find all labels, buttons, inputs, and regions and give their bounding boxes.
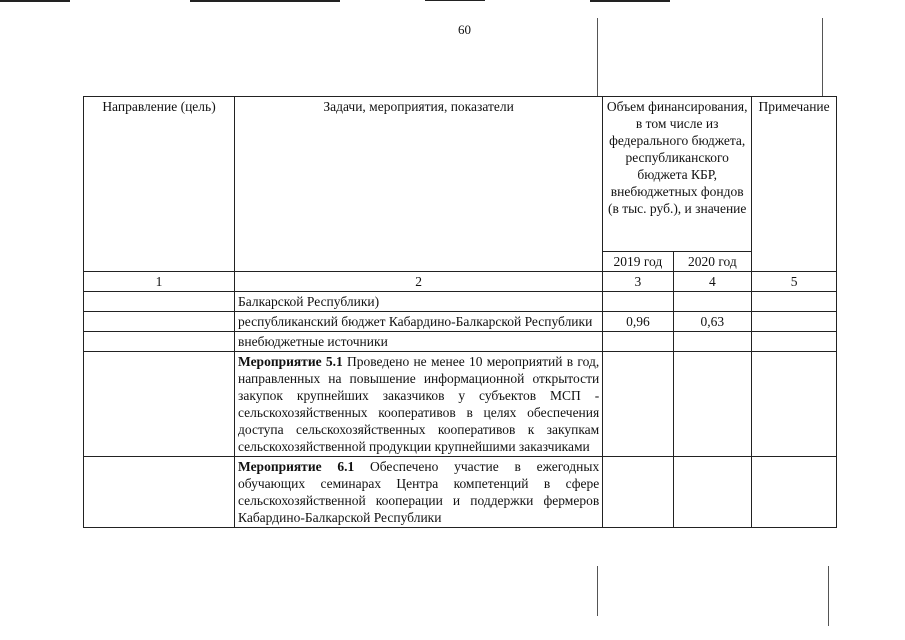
- task-cell: внебюджетные источники: [235, 332, 603, 352]
- table-row: [84, 457, 837, 528]
- value-2020-cell: [673, 457, 752, 528]
- column-number: 1: [84, 272, 235, 292]
- header-direction: Направление (цель): [84, 97, 235, 272]
- column-number: 3: [603, 272, 673, 292]
- task-cell: республиканский бюджет Кабардино-Балкарской Республики: [235, 312, 603, 332]
- task-cell: Балкарской Республики): [235, 292, 603, 312]
- value-2019-cell: 0,96: [603, 312, 673, 332]
- scan-line: [822, 18, 823, 96]
- value-2019-cell: [603, 292, 673, 312]
- scan-line: [597, 566, 598, 616]
- value-2020-cell: [673, 292, 752, 312]
- table-row: [84, 332, 837, 352]
- activity-text: Проведено не менее 10 мероприятий в год, направленных на повышение информационной открытости закупок крупнейших заказчиков у субъектов МСП - сельскохозяйственных кооперативов в целях обеспечения доступа сельскохозяйственных кооперативов к закупкам сельскохозяйственной продукции крупнейшими заказчиками: [238, 354, 600, 454]
- notes-cell: [752, 292, 837, 312]
- scan-line: [597, 18, 598, 96]
- value-2019-cell: [603, 332, 673, 352]
- column-number-row: [84, 272, 837, 292]
- activity-label: Мероприятие 6.1: [238, 459, 355, 474]
- direction-cell: [84, 332, 235, 352]
- activity-label: Мероприятие 5.1: [238, 354, 343, 369]
- page-number: 60: [458, 22, 471, 37]
- table-row: [84, 312, 837, 332]
- scan-artifact: [425, 0, 485, 1]
- table-header-row: [84, 97, 837, 252]
- header-funding: Объем финансирования, в том числе из федерального бюджета, республиканского бюджета КБР, внебюджетных фондов (в тыс. руб.), и значение: [603, 97, 752, 252]
- scan-artifact: [0, 0, 70, 2]
- table-row: [84, 352, 837, 457]
- table-row: [84, 292, 837, 312]
- direction-cell: [84, 457, 235, 528]
- value-2019-cell: [603, 352, 673, 457]
- direction-cell: [84, 292, 235, 312]
- notes-cell: [752, 332, 837, 352]
- value-2020-cell: 0,63: [673, 312, 752, 332]
- direction-cell: [84, 352, 235, 457]
- value-2020-cell: [673, 332, 752, 352]
- notes-cell: [752, 457, 837, 528]
- activity-text: Обеспечено участие в ежегодных обучающих семинарах Центра компетенций в сфере сельскохозяйственной кооперации и поддержки фермеров Кабардино-Балкарской Республики: [238, 459, 600, 525]
- scan-artifact: [590, 0, 670, 2]
- header-year-2020: 2020 год: [673, 252, 752, 272]
- notes-cell: [752, 312, 837, 332]
- scan-artifact: [190, 0, 340, 2]
- funding-table: [83, 96, 837, 528]
- task-cell: [235, 457, 603, 528]
- notes-cell: [752, 352, 837, 457]
- header-notes: Примечание: [752, 97, 837, 272]
- header-tasks: Задачи, мероприятия, показатели: [235, 97, 603, 272]
- direction-cell: [84, 312, 235, 332]
- column-number: 2: [235, 272, 603, 292]
- column-number: 4: [673, 272, 752, 292]
- scan-line: [828, 566, 829, 626]
- value-2019-cell: [603, 457, 673, 528]
- task-cell: [235, 352, 603, 457]
- column-number: 5: [752, 272, 837, 292]
- header-year-2019: 2019 год: [603, 252, 673, 272]
- value-2020-cell: [673, 352, 752, 457]
